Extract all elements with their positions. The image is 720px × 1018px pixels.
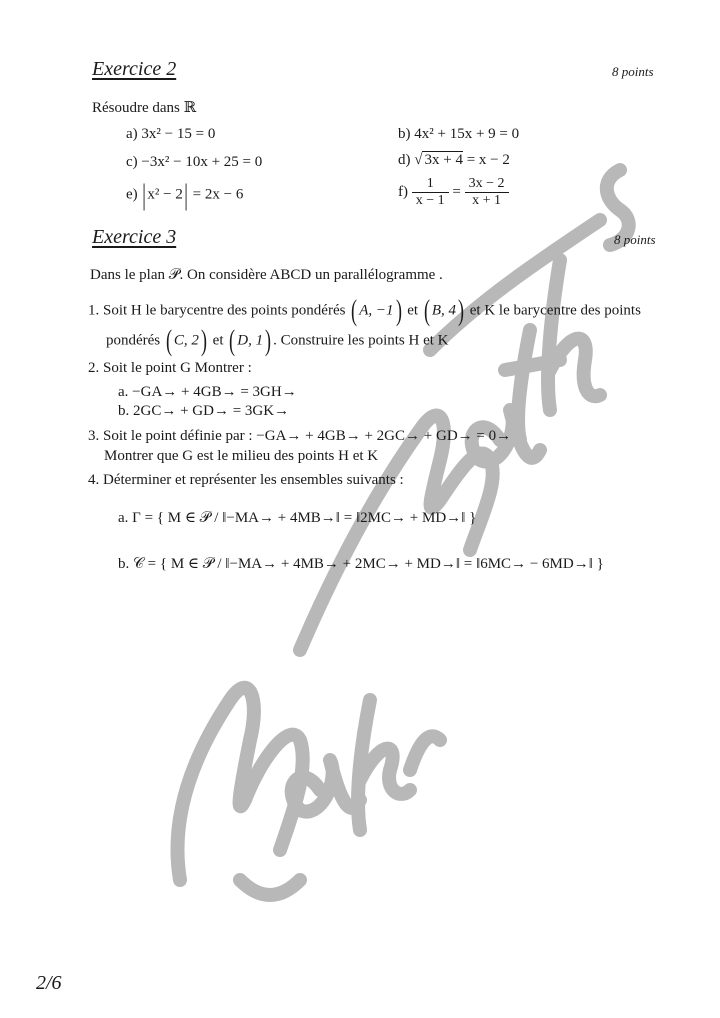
q4-line — [88, 472, 404, 489]
equation-c: c) −3x² − 10x + 25 = 0 — [126, 154, 263, 170]
equation-f-label: f) — [398, 184, 408, 200]
fraction-right-num: 3x − 2 — [465, 176, 509, 193]
q2-line — [88, 360, 252, 377]
paren-close: ) — [265, 324, 272, 357]
equation-e — [126, 180, 243, 210]
page-number: 2/6 — [36, 972, 62, 994]
q4-number: 4. — [88, 472, 100, 488]
q3-text: Soit le point définie par : −GA→ + 4GB→ + 2GC→ + GD→ = 0→ — [103, 428, 512, 444]
exercise2-intro: Résoudre dans ℝ — [92, 100, 197, 116]
paren-close: ) — [200, 324, 207, 357]
q1-point-3: C, 2 — [173, 332, 199, 349]
equation-a: a) 3x² − 15 = 0 — [126, 126, 216, 142]
paren-close: ) — [458, 294, 464, 327]
q1-number: 1. — [88, 302, 100, 319]
equation-f — [398, 176, 509, 209]
q1-point-4: D, 1 — [237, 332, 264, 349]
equation-e-label: e) — [126, 186, 138, 203]
equation-d-label: d) — [398, 152, 411, 168]
fraction-left — [412, 176, 449, 209]
paren-open: ( — [165, 324, 172, 357]
q2-text: Soit le point G Montrer : — [103, 360, 252, 376]
equation-d — [398, 152, 510, 169]
equation-e-abs: x² − 2 — [147, 186, 183, 203]
q1-line2 — [106, 326, 449, 356]
paren-open: ( — [351, 294, 358, 327]
q1-line1 — [88, 296, 641, 326]
equation-b: b) 4x² + 15x + 9 = 0 — [398, 126, 520, 142]
fraction-left-num: 1 — [412, 176, 449, 193]
q1-text-b: et K le barycentre des points — [469, 302, 641, 319]
exercise3-title: Exercice 3 — [92, 226, 177, 248]
equation-d-radicand: 3x + 4 — [424, 152, 463, 168]
fraction-right-den: x + 1 — [472, 193, 502, 208]
paren-open: ( — [229, 324, 236, 357]
q3-line1 — [88, 428, 511, 445]
q1-text-c: pondérés — [106, 332, 161, 349]
q1-et1: et — [407, 302, 419, 319]
q4-a: a. Γ = { M ∈ 𝒫 / ‖−MA→ + 4MB→‖ = ‖2MC→ + MD→‖ } — [118, 510, 477, 526]
q3-line2: Montrer que G est le milieu des points H et K — [104, 448, 379, 464]
fraction-left-den: x − 1 — [415, 193, 445, 208]
exercise3-intro: Dans le plan 𝒫. On considère ABCD un parallélogramme . — [90, 267, 443, 283]
exercise2-title: Exercice 2 — [92, 58, 177, 80]
abs-bar-right: | — [184, 178, 188, 211]
q1-point-2: B, 4 — [431, 302, 456, 319]
q3-number: 3. — [88, 428, 100, 444]
q1-text-a: Soit H le barycentre des points pondérés — [103, 302, 346, 319]
equation-d-rhs: = x − 2 — [466, 152, 510, 168]
q1-point-1: A, −1 — [359, 302, 394, 319]
q4-b: b. 𝒞 = { M ∈ 𝒫 / ‖−MA→ + 4MB→ + 2MC→ + MD→‖ = ‖6MC→ − 6MD→‖ } — [118, 556, 604, 572]
paren-open: ( — [423, 294, 430, 327]
q2-b: b. 2GC→ + GD→ = 3GK→ — [118, 403, 290, 419]
equation-f-eq: = — [452, 184, 461, 200]
exercise3-points: 8 points — [614, 232, 656, 247]
paren-close: ) — [395, 294, 402, 327]
sqrt-sign: √ — [414, 152, 423, 168]
equation-e-rhs: = 2x − 6 — [192, 186, 244, 203]
q2-a: a. −GA→ + 4GB→ = 3GH→ — [118, 384, 297, 400]
fraction-right — [465, 176, 509, 209]
abs-bar-left: | — [142, 178, 147, 211]
q1-text-d: . Construire les points H et K — [273, 332, 449, 349]
q4-text: Déterminer et représenter les ensembles suivants : — [103, 472, 404, 488]
q2-number: 2. — [88, 360, 100, 376]
exercise2-points: 8 points — [612, 64, 654, 79]
q1-et2: et — [212, 332, 224, 349]
